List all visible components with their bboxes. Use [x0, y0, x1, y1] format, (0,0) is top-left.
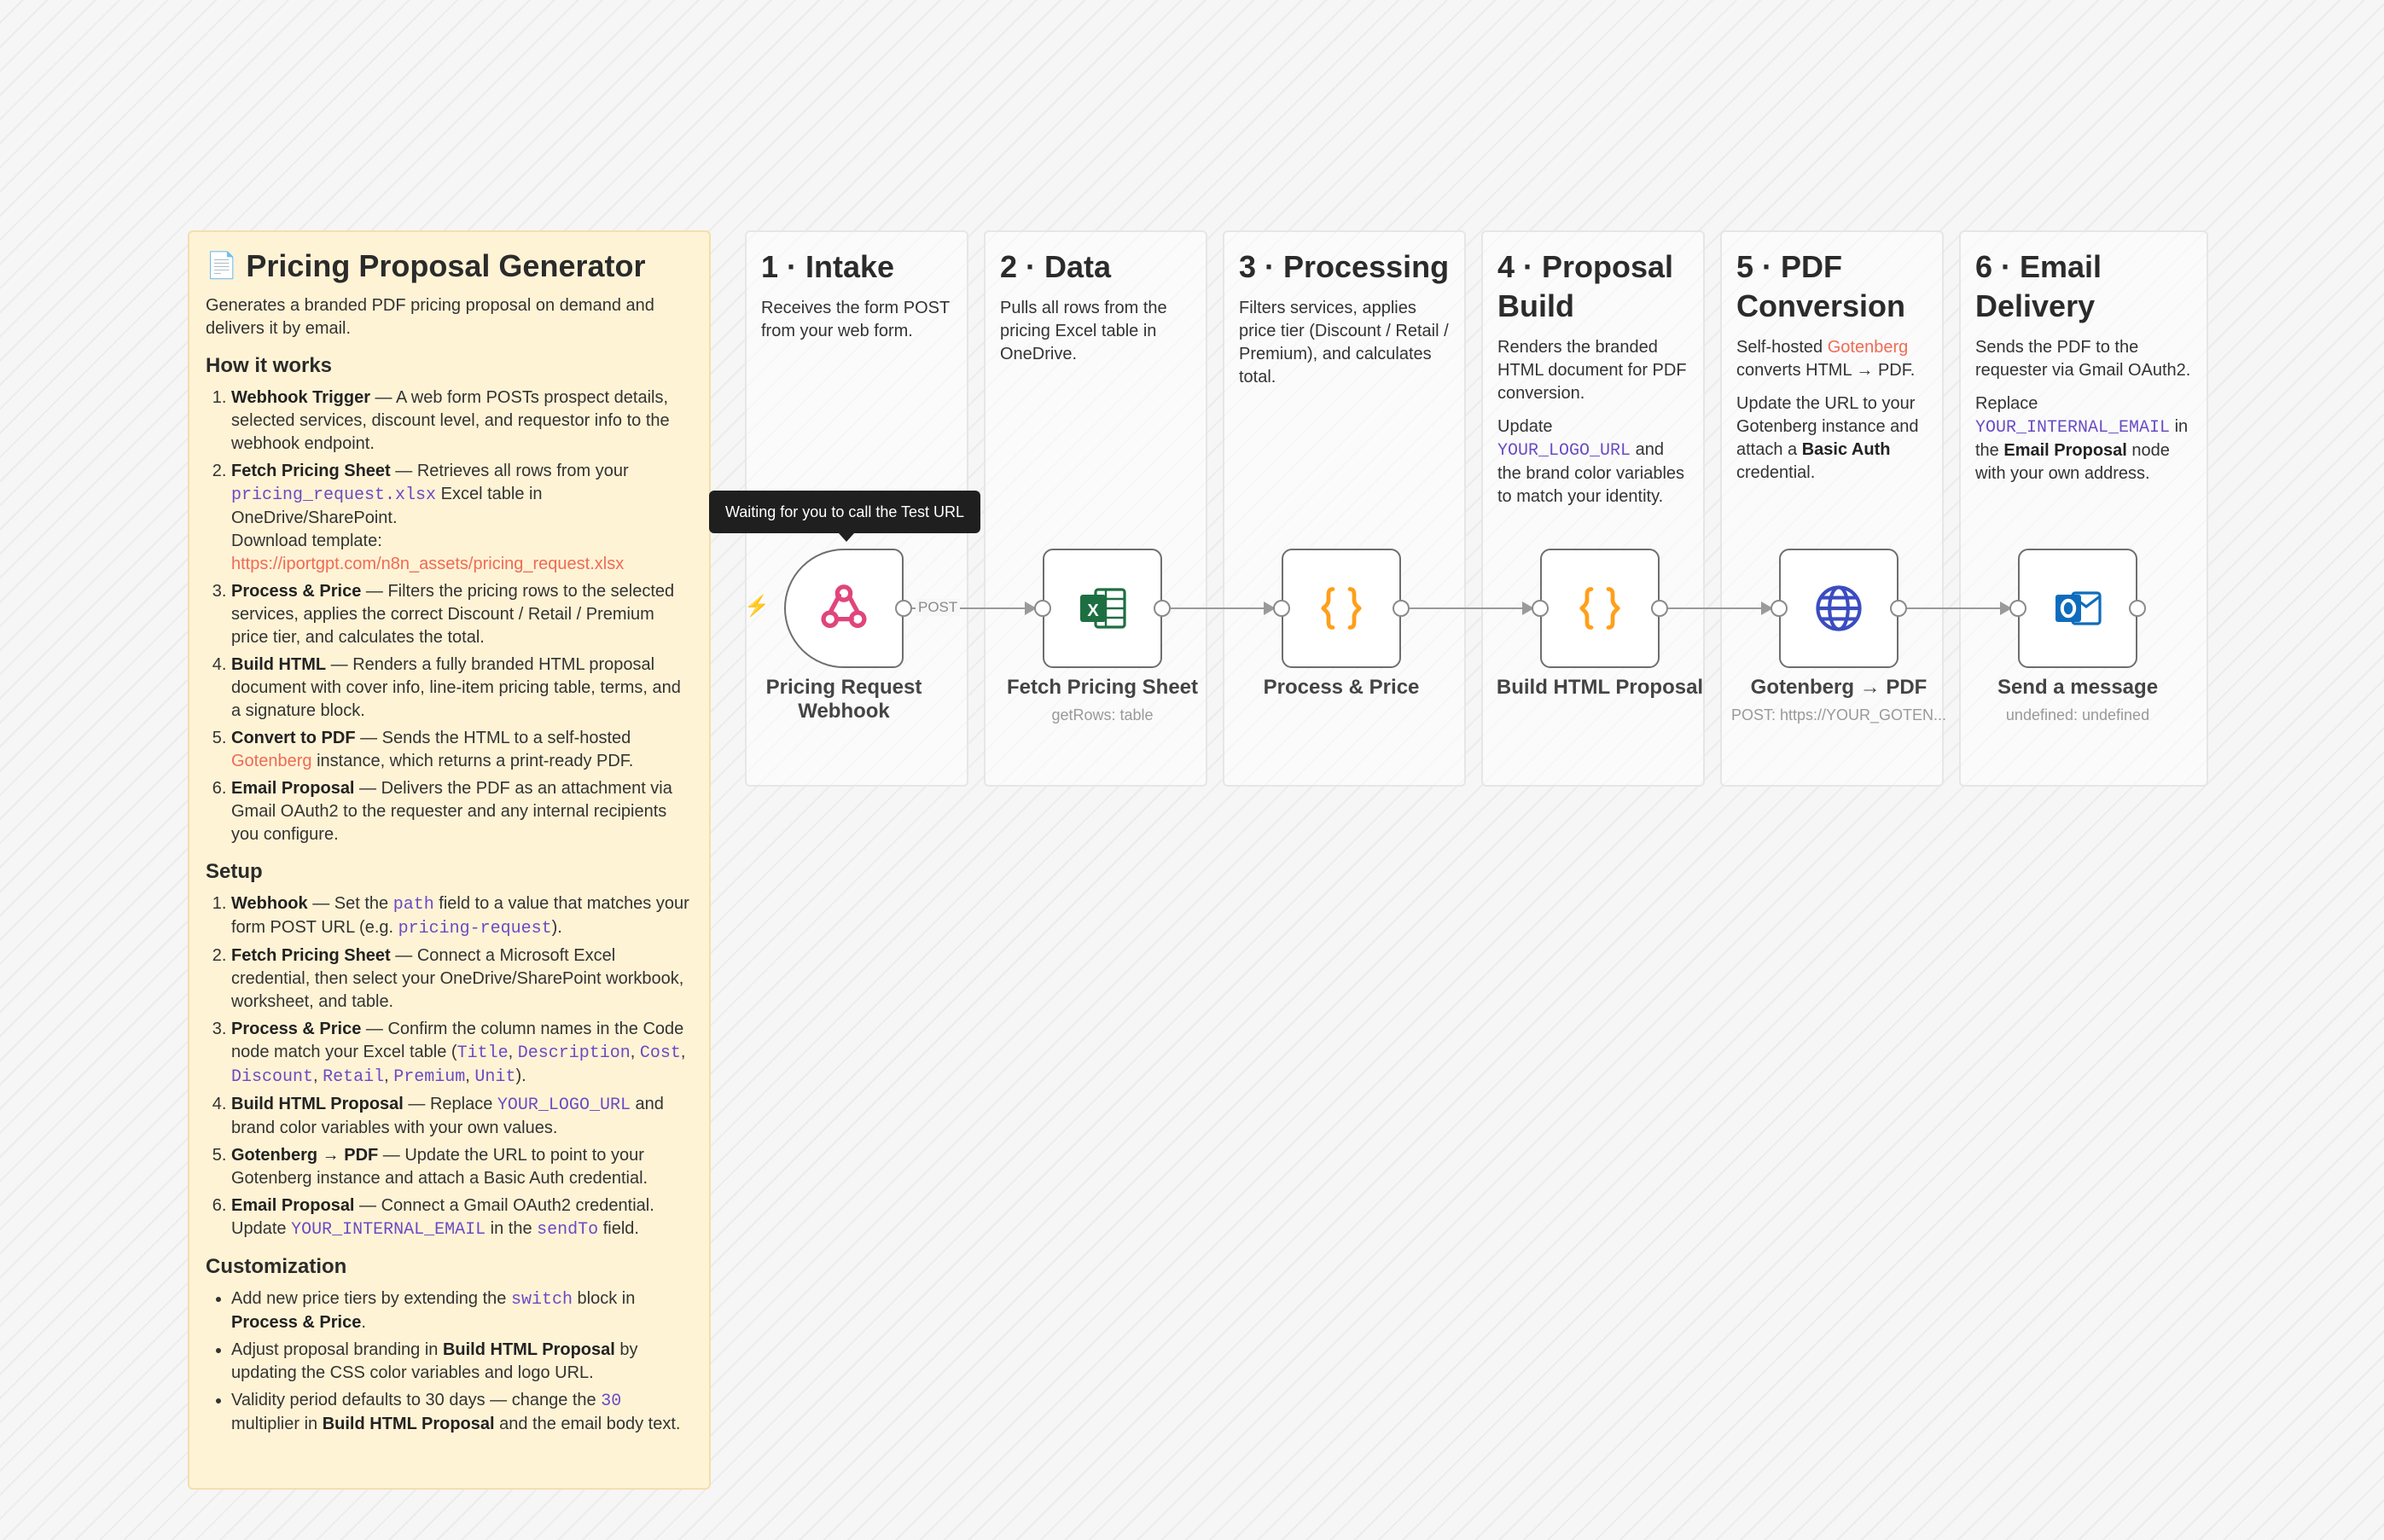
how-it-works-heading: How it works	[206, 354, 333, 378]
node-send-a-message[interactable]	[2018, 549, 2137, 668]
input-handle[interactable]	[1273, 600, 1290, 617]
gotenberg-link[interactable]: Gotenberg	[1827, 338, 1909, 357]
output-handle[interactable]	[1154, 600, 1171, 617]
section-description: Filters services, applies price tier (Discount / Retail / Premium), and calculates total.	[1239, 299, 1449, 386]
microsoft-excel-icon	[1075, 581, 1130, 636]
input-handle[interactable]	[2009, 600, 2026, 617]
section-note-email-delivery[interactable]	[1959, 230, 2208, 787]
input-handle[interactable]	[1532, 600, 1549, 617]
section-description: Self-hosted Gotenberg converts HTML → PDF.	[1736, 338, 1916, 380]
section-description: Pulls all rows from the pricing Excel table in OneDrive.	[1000, 299, 1167, 363]
list-item: 6. Email Proposal — Delivers the PDF as an attachment via Gmail OAuth2 to the requester and any internal recipients you configure.	[231, 777, 693, 846]
setup-list	[206, 892, 693, 1241]
section-title: 4 · Proposal Build	[1497, 249, 1674, 323]
list-item: • Add new price tiers by extending the switch block in Process & Price.	[231, 1287, 693, 1334]
workflow-overview-note[interactable]	[188, 230, 711, 1490]
list-item: 1. Webhook — Set the path field to a value that matches your form POST URL (e.g. pricing-request).	[231, 892, 693, 940]
section-description: Sends the PDF to the requester via Gmail OAuth2.	[1975, 338, 2191, 380]
connection-label: POST	[916, 599, 960, 616]
node-subtitle: POST: https://YOUR_GOTEN...	[1730, 706, 1947, 724]
connection-line[interactable]	[1668, 607, 1771, 609]
node-subtitle: getRows: table	[1051, 706, 1154, 724]
input-handle[interactable]	[1034, 600, 1051, 617]
section-title: 5 · PDF Conversion	[1736, 249, 1906, 323]
note-description: Generates a branded PDF pricing proposal on demand and delivers it by email.	[206, 296, 654, 339]
section-title: 6 · Email Delivery	[1975, 249, 2102, 323]
gotenberg-link[interactable]: Gotenberg	[231, 752, 312, 771]
output-handle[interactable]	[895, 600, 912, 617]
section-description: Receives the form POST from your web form.	[761, 299, 950, 340]
connection-line[interactable]	[1907, 607, 2010, 609]
note-title: 📄 Pricing Proposal Generator	[206, 248, 646, 283]
section-note-pdf-conversion[interactable]	[1720, 230, 1944, 787]
node-build-html-proposal[interactable]	[1540, 549, 1660, 668]
connection-line[interactable]	[1171, 607, 1274, 609]
output-handle[interactable]	[1890, 600, 1907, 617]
list-item: 4. Build HTML Proposal — Replace YOUR_LOGO_URL and brand color variables with your own values.	[231, 1093, 693, 1140]
code-braces-icon	[1574, 583, 1625, 634]
node-label: Fetch Pricing Sheet	[1006, 676, 1199, 699]
output-handle[interactable]	[2129, 600, 2146, 617]
microsoft-outlook-icon	[2050, 581, 2105, 636]
section-title: 2 · Data	[1000, 249, 1112, 284]
connection-line[interactable]	[1410, 607, 1532, 609]
section-note-proposal-build[interactable]	[1481, 230, 1705, 787]
section-note-data[interactable]	[984, 230, 1207, 787]
section-instructions: Update the URL to your Gotenberg instance and attach a Basic Auth credential.	[1736, 394, 1919, 482]
list-item: 4. Build HTML — Renders a fully branded HTML proposal document with cover info, line-item pricing table, terms, and a signature block.	[231, 654, 693, 723]
section-note-processing[interactable]	[1223, 230, 1466, 787]
list-item: 2. Fetch Pricing Sheet — Retrieves all rows from your pricing_request.xlsx Excel table in OneDrive/SharePoint. Download template: https://iportgpt.com/n8n_assets/pricing_request.xlsx	[231, 460, 693, 576]
input-handle[interactable]	[1771, 600, 1788, 617]
code-braces-icon	[1316, 583, 1367, 634]
node-gotenberg-to-pdf[interactable]	[1779, 549, 1898, 668]
svg-text:X: X	[1087, 601, 1099, 620]
node-label: Gotenberg → PDF	[1750, 676, 1928, 699]
section-title: 1 · Intake	[761, 249, 895, 284]
node-label: Build HTML Proposal	[1496, 676, 1704, 699]
webhook-icon	[816, 580, 872, 636]
how-it-works-list	[206, 386, 693, 846]
section-instructions: Update YOUR_LOGO_URL and the brand color variables to match your identity.	[1497, 417, 1685, 506]
customization-heading: Customization	[206, 1255, 347, 1279]
setup-heading: Setup	[206, 860, 263, 884]
list-item: 1. Webhook Trigger — A web form POSTs prospect details, selected services, discount level, and requestor info to the webhook endpoint.	[231, 386, 693, 456]
section-instructions: Replace YOUR_INTERNAL_EMAIL in the Email Proposal node with your own address.	[1975, 394, 2189, 483]
tooltip-pointer	[839, 533, 854, 542]
node-fetch-pricing-sheet[interactable]	[1043, 549, 1162, 668]
section-description: Renders the branded HTML document for PDF conversion.	[1497, 338, 1687, 403]
output-handle[interactable]	[1651, 600, 1668, 617]
output-handle[interactable]	[1393, 600, 1410, 617]
list-item: • Adjust proposal branding in Build HTML Proposal by updating the CSS color variables and logo URL.	[231, 1339, 693, 1385]
list-item: 5. Convert to PDF — Sends the HTML to a self-hosted Gotenberg instance, which returns a print-ready PDF.	[231, 727, 693, 773]
test-url-tooltip: Waiting for you to call the Test URL	[709, 491, 980, 533]
list-item: 3. Process & Price — Confirm the column names in the Code node match your Excel table (Title, Description, Cost, Discount, Retail, Premium, Unit).	[231, 1018, 693, 1089]
section-title: 3 · Processing	[1239, 249, 1450, 284]
node-subtitle: undefined: undefined	[2005, 706, 2150, 724]
trigger-bolt-icon: ⚡	[744, 595, 770, 618]
node-label: Send a message	[1997, 676, 2159, 699]
customization-list	[206, 1287, 693, 1436]
node-label: Pricing Request Webhook	[765, 676, 922, 723]
list-item: 2. Fetch Pricing Sheet — Connect a Microsoft Excel credential, then select your OneDrive/SharePoint workbook, worksheet, and table.	[231, 944, 693, 1014]
list-item: 6. Email Proposal — Connect a Gmail OAuth2 credential. Update YOUR_INTERNAL_EMAIL in the sendTo field.	[231, 1194, 693, 1241]
node-pricing-request-webhook[interactable]	[784, 549, 904, 668]
globe-icon	[1812, 582, 1865, 635]
list-item: 5. Gotenberg → PDF — Update the URL to point to your Gotenberg instance and attach a Basic Auth credential.	[231, 1144, 693, 1190]
document-icon: 📄	[206, 251, 238, 280]
node-label: Process & Price	[1263, 676, 1420, 699]
list-item: 3. Process & Price — Filters the pricing rows to the selected services, applies the correct Discount / Retail / Premium price tier, and calculates the total.	[231, 580, 693, 649]
list-item: • Validity period defaults to 30 days — change the 30 multiplier in Build HTML Proposal and the email body text.	[231, 1389, 693, 1436]
download-template-link[interactable]: https://iportgpt.com/n8n_assets/pricing_request.xlsx	[231, 555, 625, 574]
node-process-and-price[interactable]	[1282, 549, 1401, 668]
